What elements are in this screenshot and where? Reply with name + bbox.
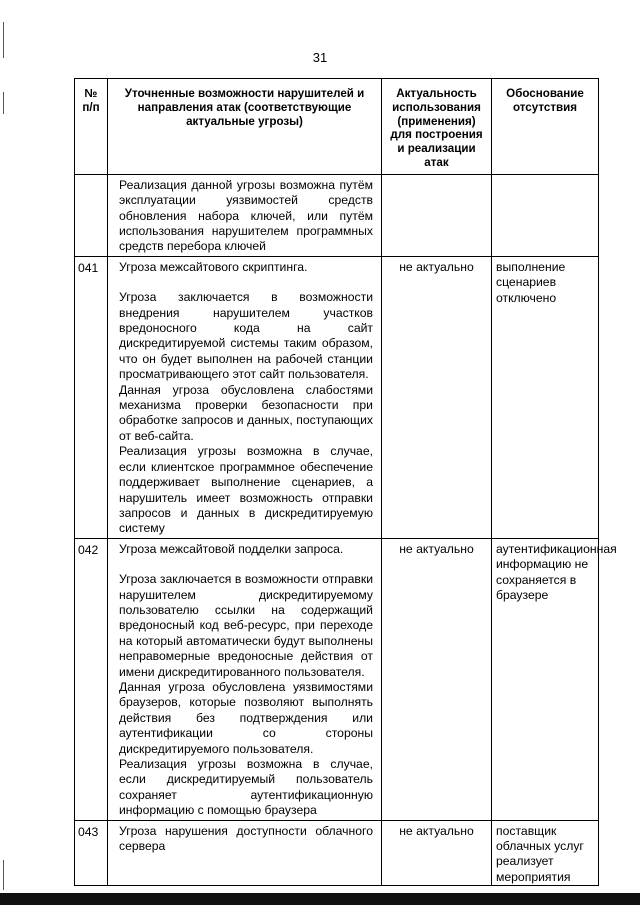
threat-title: Угроза межсайтового скриптинга.	[119, 259, 308, 274]
scan-bottom-edge	[0, 893, 640, 905]
scan-edge	[3, 860, 4, 890]
description-paragraph: Реализация угрозы возможна в случае, если клиентское программное обеспечение поддерживает выполнение сценариев, а нарушитель имеет возможность отправки запросов и данных в дискредитируемую систему	[119, 444, 373, 536]
description-paragraph: Угроза заключается в возможности отправки нарушителем дискредитируемому пользователю ссылки на содержащий вредоносный код веб-ресурс, при переходе на который автоматически будут выполнены неправомерные вредоносные действия от имени дискредитированного пользователя.	[119, 572, 373, 679]
header-justification: Обоснование отсутствия	[492, 79, 599, 175]
row-actuality	[382, 174, 492, 256]
scan-edge	[3, 92, 4, 114]
row-justification	[492, 174, 599, 256]
threats-table	[74, 78, 617, 886]
threat-title: Угроза межсайтовой подделки запроса.	[119, 541, 344, 556]
row-justification: поставщик облачных услуг реализует мероприятия	[492, 820, 599, 886]
row-number: 043	[75, 820, 108, 886]
table-row	[75, 256, 599, 538]
header-number: № п/п	[75, 79, 108, 175]
row-justification: аутентификационная информацию не сохраняется в браузере	[492, 538, 599, 820]
description-paragraph: Данная угроза обусловлена слабостями механизма проверки безопасности при обработке запросов и данных, поступающих от веб-сайта.	[119, 382, 373, 443]
description-paragraph: Данная угроза обусловлена уязвимостями браузеров, которые позволяют выполнять действия без подтверждения или аутентификации со стороны дискредитируемого пользователя.	[119, 679, 373, 756]
header-actuality: Актуальность использования (применения) для построения и реализации атак	[382, 79, 492, 175]
table-row	[75, 820, 599, 886]
row-description	[108, 256, 382, 538]
description-paragraph: Угроза заключается в возможности внедрения нарушителем участков вредоносного кода на сайт дискредитируемой системы таким образом, что он будет выполнен на рабочей станции просматривающего этот сайт пользователя.	[119, 290, 373, 382]
table-row	[75, 538, 599, 820]
row-description	[108, 538, 382, 820]
table-header-row	[75, 79, 599, 175]
row-actuality: не актуально	[382, 820, 492, 886]
row-actuality: не актуально	[382, 538, 492, 820]
threat-title: Угроза нарушения доступности облачного сервера	[119, 823, 373, 854]
description-paragraph: Реализация данной угрозы возможна путём эксплуатации уязвимостей средств обновления набора ключей, или путём использования нарушителем программных средств перебора ключей	[119, 177, 373, 254]
row-actuality: не актуально	[382, 256, 492, 538]
description-paragraph: Реализация угрозы возможна в случае, если дискредитируемый пользователь сохраняет аутентификационную информацию с помощью браузера	[119, 757, 373, 818]
row-number	[75, 174, 108, 256]
row-number: 041	[75, 256, 108, 538]
header-capabilities: Уточненные возможности нарушителей и направления атак (соответствующие актуальные угрозы)	[108, 79, 382, 175]
row-description	[108, 820, 382, 886]
row-number: 042	[75, 538, 108, 820]
row-description	[108, 174, 382, 256]
page-number: 31	[312, 50, 328, 65]
row-justification: выполнение сценариев отключено	[492, 256, 599, 538]
table-row	[75, 174, 599, 256]
